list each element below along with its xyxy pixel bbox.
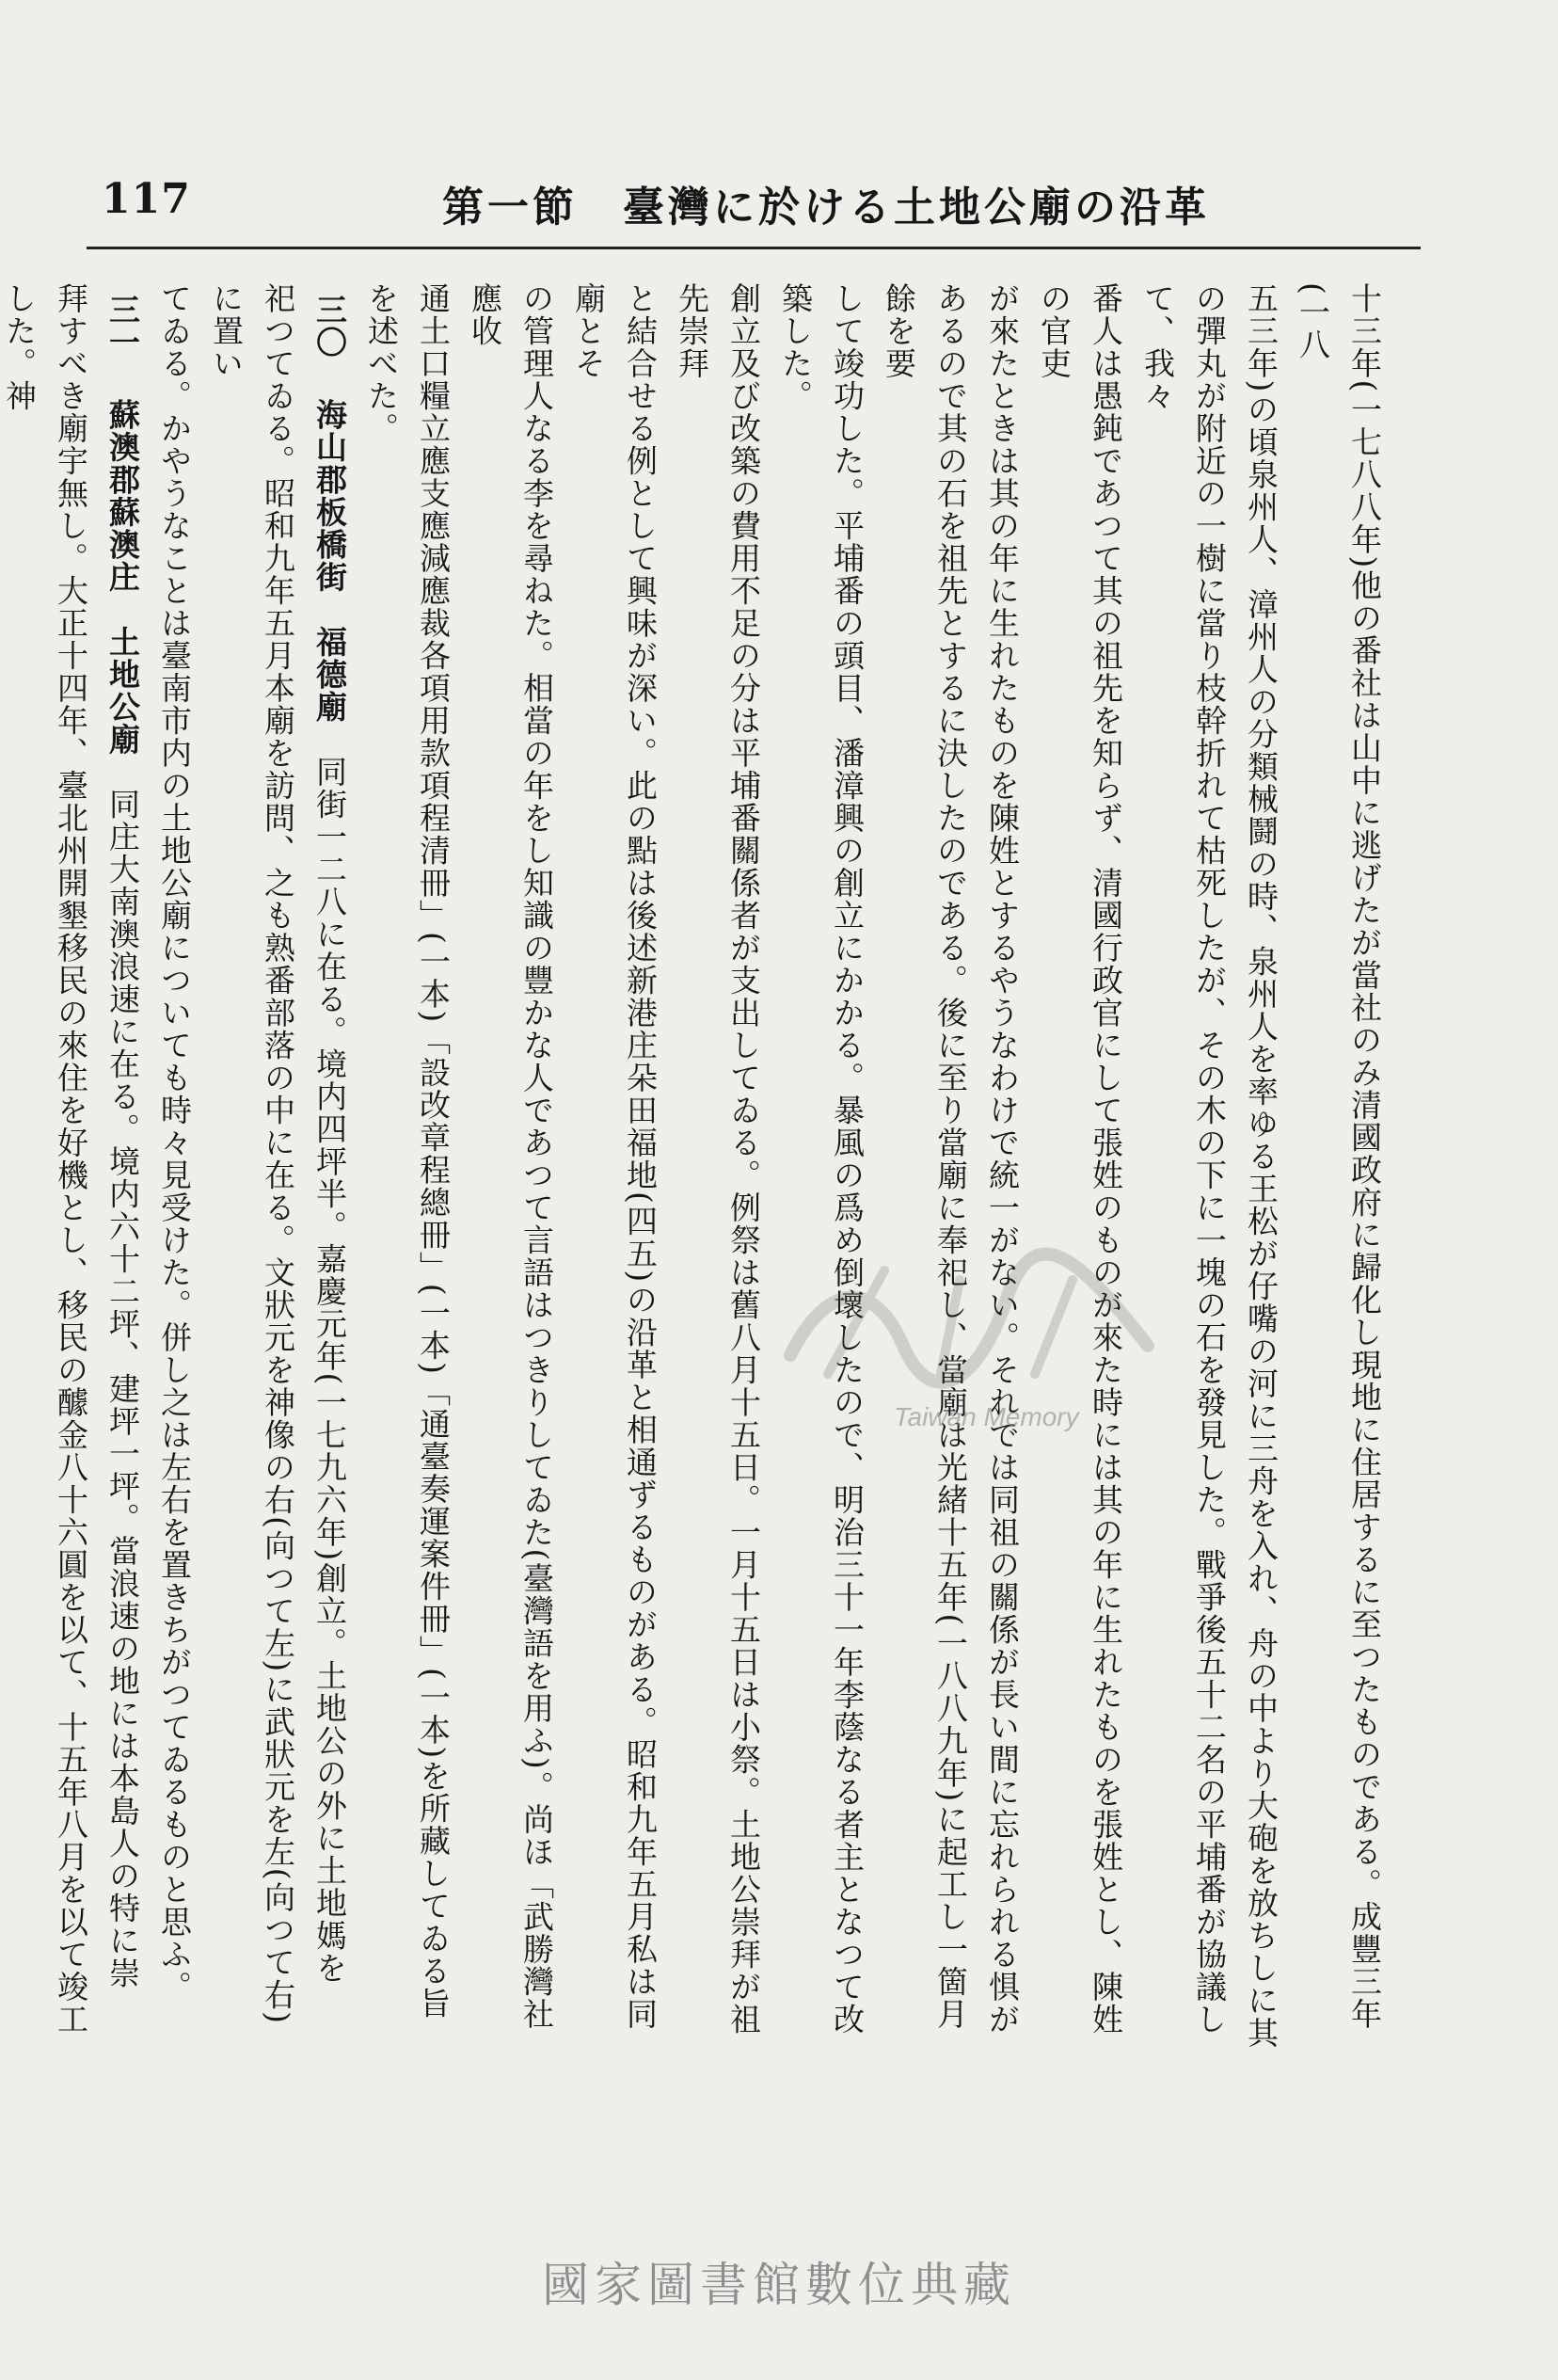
footer-collection-label: 國家圖書館數位典藏 <box>542 2258 1016 2312</box>
header-rule <box>87 247 1421 249</box>
text-line: あるので其の石を祖先とするに決したのである。後に至り當廟に奉祀し、當廟は光緒十五年(一八八九年)に起工し一箇月餘を要 <box>881 282 969 2031</box>
section-location: 蘇澳郡蘇澳庄 土地公廟 <box>104 398 141 756</box>
section-heading <box>304 294 356 2052</box>
section-number: 三〇 <box>311 294 348 359</box>
section-location: 海山郡板橋街 福德廟 <box>311 398 348 724</box>
text-line: の管理人なる李を尋ねた。相當の年をし知識の豐かな人であつて言語はつきりしてゐた(臺灣語を用ふ)。尚ほ「武勝灣社應收 <box>467 282 555 2031</box>
text-line: 拜すべき廟宇無し。大正十四年、臺北州開墾移民の來住を好機とし、移民の醵金八十六圓を以て、十五年八月を以て竣工した。神 <box>1 282 89 2036</box>
section-text: 同庄大南澳浪速に在る。境内六十二坪、建坪一坪。當浪速の地には本島人の特に崇 <box>104 788 141 1989</box>
text-line: と結合せる例として興味が深い。此の點は後述新港庄朵田福地(四五)の沿革と相通ずるものがある。昭和九年五月私は同廟とそ <box>570 282 659 2031</box>
text-line: 十三年(一七八八年)他の番社は山中に逃げたが當社のみ清國政府に歸化し現地に住居するに至つたものである。成豐三年(一八 <box>1295 282 1383 2031</box>
text-line: てゐる。かやうなことは臺南市内の土地公廟についても時々見受けた。併し之は左右を置きちがつてゐるものと思ふ。 <box>156 282 193 2004</box>
page-number: 117 <box>102 175 191 223</box>
watermark-subtext: Taiwan Memory <box>894 1402 1079 1431</box>
text-line: 創立及び改築の費用不足の分は平埔番關係者が支出してゐる。例祭は舊八月十五日。一月十五日は小祭。土地公崇拜が祖先崇拜 <box>674 282 762 2036</box>
section-text: 同街一二八に在る。境内四坪半。嘉慶元年(一七九六年)創立。土地公の外に土地媽を <box>311 756 348 1985</box>
text-line: が來たときは其の年に生れたものを陳姓とするやうなわけで統一がない。それでは同祖の關係が長い間に忘れられる惧が <box>984 282 1021 2036</box>
running-head: 第一節 臺灣に於ける土地公廟の沿革 <box>442 184 1210 232</box>
text-line: して竣功した。平埔番の頭目、潘漳興の創立にかかる。暴風の爲め倒壞したので、明治三十一年李蔭なる者主となつて改築した。 <box>777 282 866 2036</box>
text-line: 番人は愚鈍であつて其の祖先を知らず、清國行政官にして張姓のものが來た時には其の年に生れたものを張姓とし、陳姓の官吏 <box>1036 282 1124 2036</box>
text-line: 通土口糧立應支應減應裁各項用款項程清冊」(一本)「設改章程總冊」(一本)「通臺奏運案件冊」(一本)を所藏してゐる旨を述べた。 <box>363 282 452 2020</box>
text-line: の彈丸が附近の一樹に當り枝幹折れて枯死したが、その木の下に一塊の石を發見した。戰爭後五十二名の平埔番が協議して、我々 <box>1139 282 1228 2036</box>
body-text <box>1 282 1391 2052</box>
text-line: 祀つてゐる。昭和九年五月本廟を訪問、之も熟番部落の中に在る。文狀元を神像の右(向つて左)に武狀元を左(向つて右)に置い <box>208 282 296 2025</box>
section-heading <box>97 294 149 2052</box>
section-number: 三一 <box>104 294 141 359</box>
text-line: 五三年)の頃泉州人、漳州人の分類械鬪の時、泉州人を率ゆる王松が仔嘴の河に三舟を入れ、舟の中より大砲を放ちしに其 <box>1243 282 1280 2050</box>
